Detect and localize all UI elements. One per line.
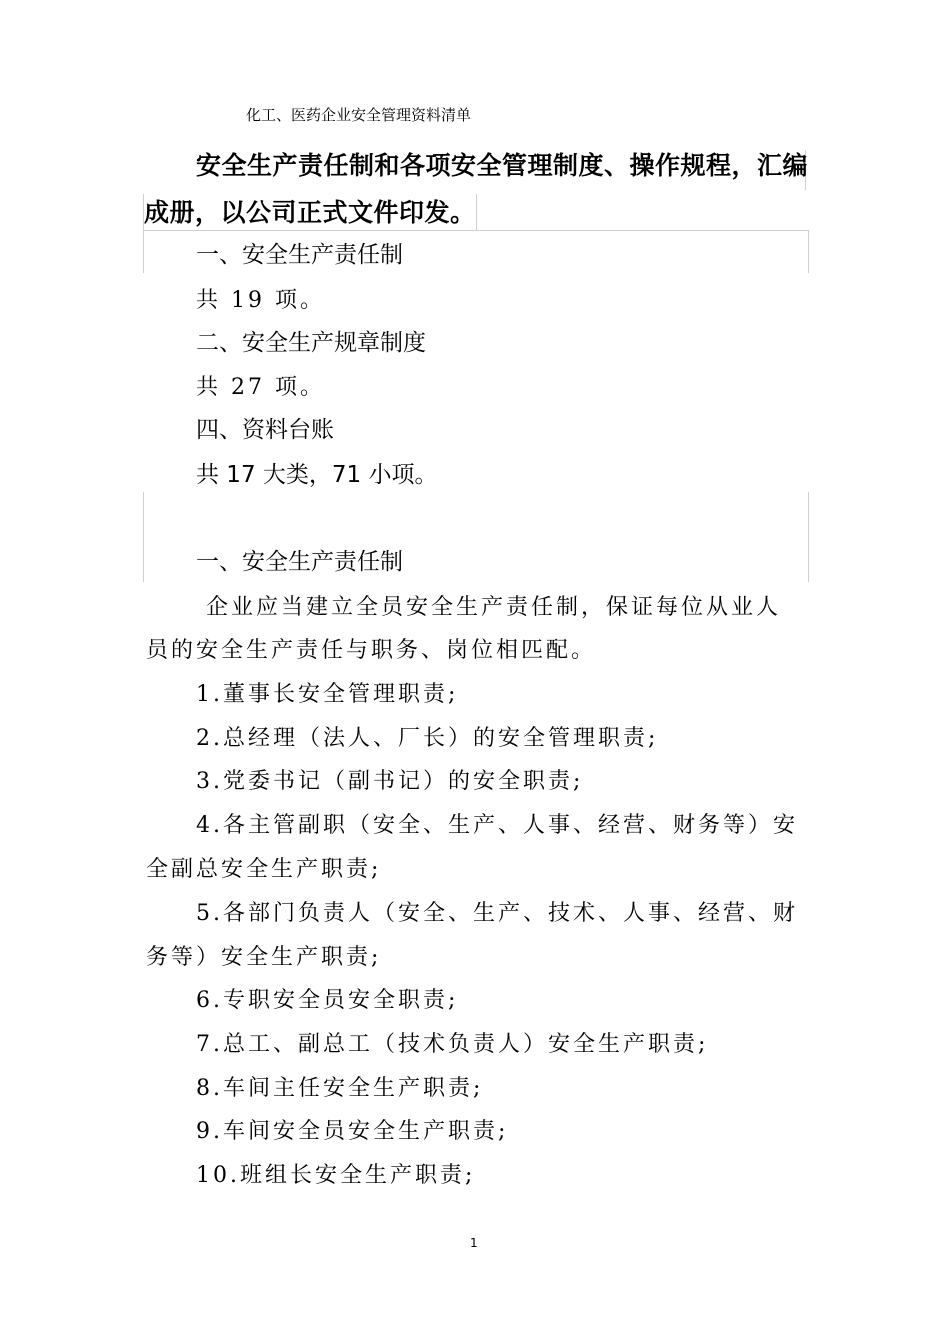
section-heading: 一、安全生产责任制 [196,549,403,575]
list-item: 7.总工、副总工（技术负责人）安全生产职责; [196,1032,709,1057]
summary-heading: 二、安全生产规章制度 [196,330,426,356]
summary-count: 共 19 项。 [196,288,325,313]
frame-line [143,492,144,582]
frame-line [143,231,144,273]
document-header: 化工、医药企业安全管理资料清单 [246,106,472,124]
summary-heading: 四、资料台账 [196,417,334,443]
frame-line [476,194,477,230]
intro-line-1: 安全生产责任制和各项安全管理制度、操作规程，汇编 [196,151,809,180]
summary-heading: 一、安全生产责任制 [196,242,403,268]
summary-count: 共 17 大类，71 小项。 [196,462,438,488]
frame-line [808,231,809,273]
list-item: 9.车间安全员安全生产职责; [196,1119,509,1144]
list-item-continuation: 全副总安全生产职责; [146,857,382,882]
section-paragraph-line-2: 员的安全生产责任与职务、岗位相匹配。 [146,638,597,663]
list-item: 1.董事长安全管理职责; [196,682,459,707]
page-number: 1 [470,1236,478,1250]
list-item: 8.车间主任安全生产职责; [196,1076,484,1101]
intro-line-2: 成册，以公司正式文件印发。 [144,198,476,227]
frame-line [808,492,809,582]
list-item-continuation: 务等）安全生产职责; [146,945,382,970]
summary-count: 共 27 项。 [196,375,325,400]
list-item: 5.各部门负责人（安全、生产、技术、人事、经营、财 [196,901,798,926]
list-item: 10.班组长安全生产职责; [196,1163,476,1188]
list-item: 4.各主管副职（安全、生产、人事、经营、财务等）安 [196,813,798,838]
section-paragraph-line-1: 企业应当建立全员安全生产责任制，保证每位从业人 [206,595,782,620]
list-item: 6.专职安全员安全职责; [196,988,459,1013]
list-item: 2.总经理（法人、厂长）的安全管理职责; [196,726,659,751]
list-item: 3.党委书记（副书记）的安全职责; [196,769,584,794]
frame-line [143,230,809,231]
